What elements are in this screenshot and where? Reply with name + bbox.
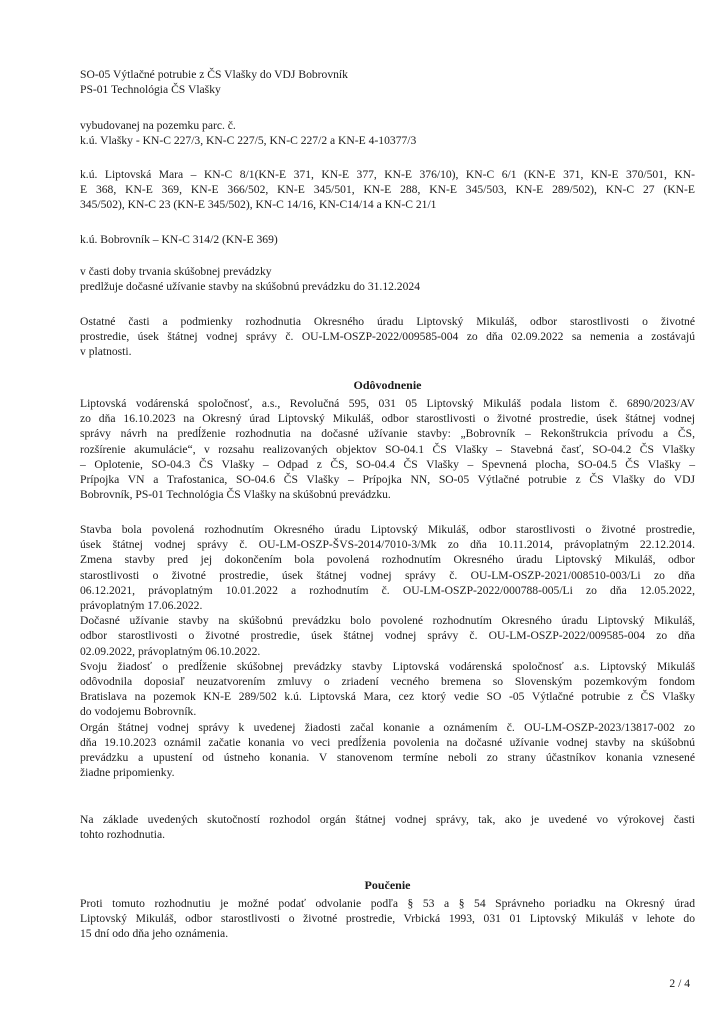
text-line: Svoju žiadosť o predĺženie skúšobnej prevádzky stavby Liptovská vodárenská spoločnosť a.s. Liptovský Mikuláš	[80, 659, 695, 673]
text-line: k.ú. Bobrovník – KN-C 314/2 (KN-E 369)	[80, 233, 278, 246]
reasoning-paragraph-3	[80, 812, 695, 842]
text-line: dňa 19.10.2023 oznámil začatie konania vo veci predĺženia povolenia na dočasné užívanie vodnej stavby na skúšobnú	[80, 735, 695, 749]
extension-statement	[80, 264, 695, 294]
conditions-paragraph	[80, 314, 695, 360]
text-line: v platnosti.	[80, 345, 132, 359]
text-line: Bratislava na pozemok KN-E 289/502 k.ú. Liptovská Mara, cez ktorý vedie SO -05 Výtlačné potrubie z ČS Vlašky	[80, 690, 695, 704]
text-line: Orgán štátnej vodnej správy k uvedenej žiadosti začal konanie a oznámením č. OU-LM-OSZP-2023/13817-002 zo	[80, 720, 695, 734]
project-heading	[80, 67, 695, 97]
text-line: 02.09.2022, právoplatným 06.10.2022.	[80, 644, 261, 658]
instruction-paragraph	[80, 896, 695, 942]
text-line: Liptovská vodárenská spoločnosť, a.s., Revolučná 595, 031 05 Liptovský Mikuláš podala listom č. 6890/2023/AV	[80, 397, 695, 410]
text-line: – Oplotenie, SO-04.3 ČS Vlašky – Odpad z ČS, SO-04.4 ČS Vlašky – Spevnená plocha, SO-04.5 ČS Vlašky –	[80, 457, 695, 471]
text-line: správy návrh na predĺženie rozhodnutia na dočasné užívanie stavby: „Bobrovník – Rekonštrukcia prívodu a ČS,	[80, 427, 695, 441]
text-line: 06.12.2021, právoplatným 10.01.2022 a rozhodnutím č. OU-LM-OSZP-2022/000788-005/Li zo dňa 12.05.2022,	[80, 583, 695, 597]
text-line: Ostatné časti a podmienky rozhodnutia Okresného úradu Liptovský Mikuláš, odbor starostlivosti o životné	[80, 315, 695, 328]
text-line: v časti doby trvania skúšobnej prevádzky	[80, 265, 272, 278]
text-line: Prípojka VN a Trafostanica, SO-04.6 ČS Vlašky – Prípojka NN, SO-05 Výtlačné potrubie z ČS Vlašky do VDJ	[80, 473, 695, 487]
reasoning-title: Odôvodnenie	[353, 378, 422, 392]
page-number: 2 / 4	[669, 977, 690, 990]
parcel-bobrovnik	[80, 232, 695, 247]
text-line: odôvodnila doposiaľ neuzatvorením zmluvy o zriadení vecného bremena so Slovenským pozemkovým fondom	[80, 675, 695, 689]
parcel-liptovska-mara	[80, 167, 695, 213]
text-line: zo dňa 16.10.2023 na Okresný úrad Liptovský Mikuláš, odbor starostlivosti o životné prostredie, úsek štátnej vodnej	[80, 412, 695, 426]
text-line: prostredie, úsek štátnej vodnej správy č. OU-LM-OSZP-2022/009585-004 zo dňa 02.09.2022 sa nemenia a zostávajú	[80, 330, 695, 344]
text-line: Proti tomuto rozhodnutiu je možné podať odvolanie podľa § 53 a § 54 Správneho poriadku na Okresný úrad	[80, 897, 695, 910]
text-line: rozšírenie akumulácie“, v rozsahu realizovaných objektov SO-04.1 ČS Vlašky – Stavebná časť, SO-04.2 ČS Vlašky	[80, 442, 695, 456]
text-line: k.ú. Liptovská Mara – KN-C 8/1(KN-E 371, KN-E 377, KN-E 376/10), KN-C 6/1 (KN-E 371, KN-E 370/501, KN-	[80, 168, 695, 181]
text-line: úsek štátnej vodnej správy č. OU-LM-OSZP-ŠVS-2014/7010-3/Mk zo dňa 10.11.2014, právoplatným 22.12.2014.	[80, 538, 695, 552]
text-line: 15 dní odo dňa jeho oznámenia.	[80, 927, 229, 941]
reasoning-paragraph-1	[80, 396, 695, 502]
text-line: Zmena stavby pred jej dokončením bola povolená rozhodnutím Okresného úradu Liptovský Mikuláš, odbor	[80, 553, 695, 567]
instruction-title: Poučenie	[364, 878, 411, 892]
text-line: prevádzku a upustení od ústneho konania. V stanovenom termíne neboli zo strany účastníkov konania vznesené	[80, 751, 695, 765]
text-line: Liptovský Mikuláš, odbor starostlivosti o životné prostredie, Vrbická 1993, 031 01 Liptovský Mikuláš v lehote do	[80, 912, 695, 926]
reasoning-paragraph-2	[80, 522, 695, 780]
text-line: Na základe uvedených skutočností rozhodol orgán štátnej vodnej správy, tak, ako je uvedené vo výrokovej časti	[80, 813, 695, 826]
text-line: do vodojemu Bobrovník.	[80, 705, 197, 719]
text-line: starostlivosti o životné prostredie, úsek štátnej vodnej správy č. OU-LM-OSZP-2021/008510-003/Li zo dňa	[80, 568, 695, 582]
text-line: PS-01 Technológia ČS Vlašky	[80, 83, 221, 97]
text-line: právoplatným 17.06.2022.	[80, 599, 203, 613]
text-line: k.ú. Vlašky - KN-C 227/3, KN-C 227/5, KN-C 227/2 a KN-E 4-10377/3	[80, 134, 417, 148]
text-line: vybudovanej na pozemku parc. č.	[80, 119, 236, 132]
text-line: tohto rozhodnutia.	[80, 828, 166, 842]
text-line: Stavba bola povolená rozhodnutím Okresného úradu Liptovský Mikuláš, odbor starostlivosti o životné prostredie,	[80, 523, 695, 536]
text-line: SO-05 Výtlačné potrubie z ČS Vlašky do VDJ Bobrovník	[80, 68, 348, 81]
text-line: 345/502), KN-C 23 (KN-E 345/502), KN-C 14/16, KN-C14/14 a KN-C 21/1	[80, 198, 437, 212]
text-line: predlžuje dočasné užívanie stavby na skúšobnú prevádzku do 31.12.2024	[80, 280, 420, 294]
text-line: Dočasné užívanie stavby na skúšobnú prevádzku bolo povolené rozhodnutím Okresného úradu Liptovský Mikuláš,	[80, 614, 695, 628]
text-line: žiadne pripomienky.	[80, 766, 175, 780]
text-line: Bobrovník, PS-01 Technológia ČS Vlašky na skúšobnú prevádzku.	[80, 488, 391, 502]
parcel-vlasky	[80, 118, 695, 148]
text-line: odbor starostlivosti o životné prostredie, úsek štátnej vodnej správy č. OU-LM-OSZP-2022/009585-004 zo dňa	[80, 629, 695, 643]
text-line: E 368, KN-E 369, KN-E 366/502, KN-E 345/501, KN-E 288, KN-E 345/503, KN-E 289/502), KN-C 27 (KN-E	[80, 183, 695, 197]
